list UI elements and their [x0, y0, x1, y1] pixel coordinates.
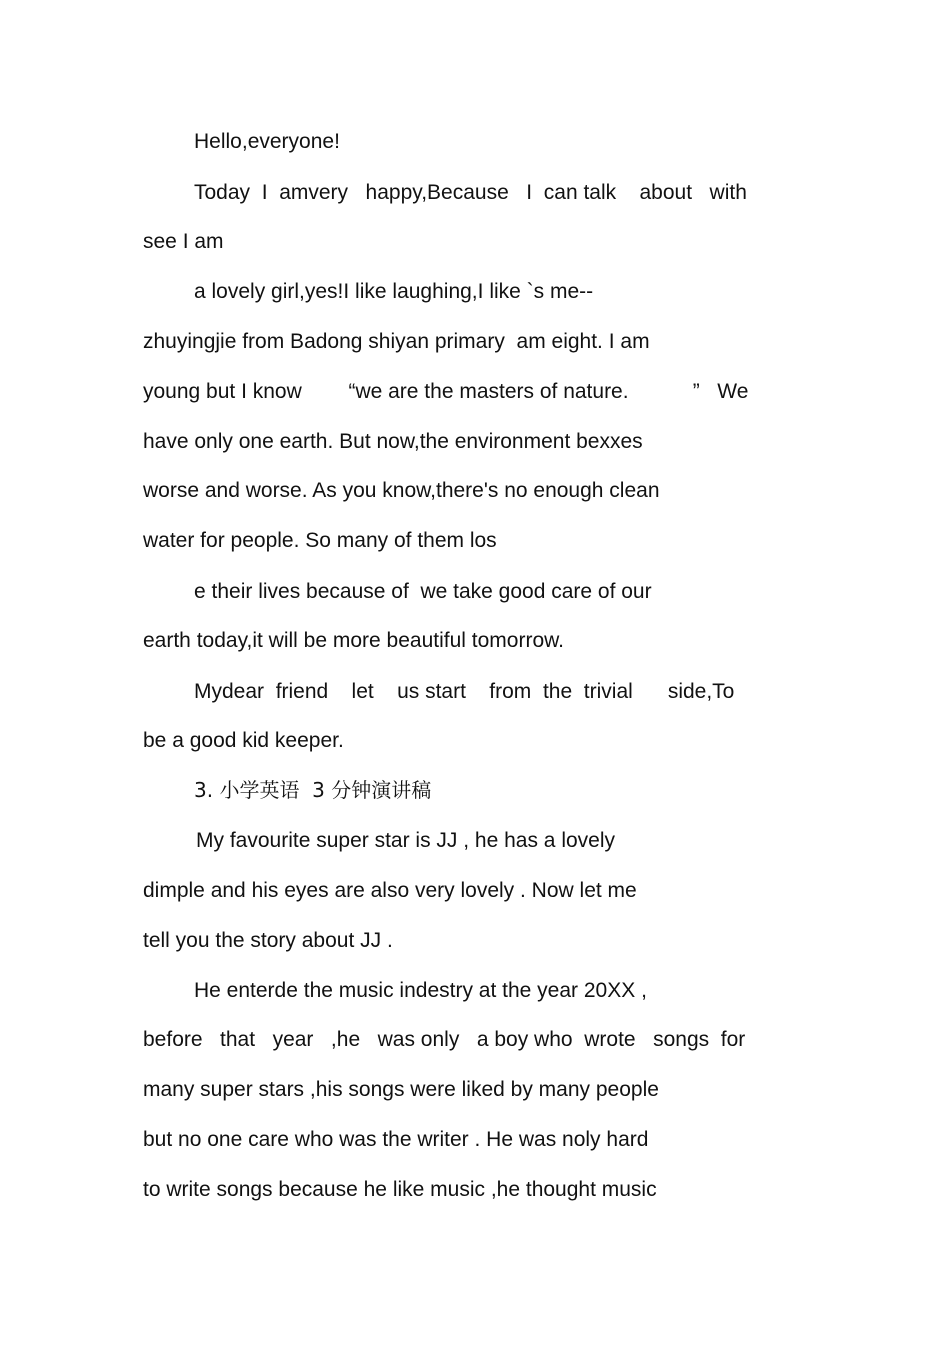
paragraph-line: see I am: [143, 230, 224, 253]
paragraph-line: have only one earth. But now,the environment bexxes: [143, 430, 643, 453]
paragraph-line: tell you the story about JJ .: [143, 929, 393, 952]
paragraph-line: My favourite super star is JJ , he has a lovely: [196, 829, 616, 852]
paragraph-line: e their lives because of we take good care of our: [194, 580, 652, 603]
paragraph-line: Today I amvery happy,Because I can talk about with: [194, 181, 747, 204]
paragraph-line: to write songs because he like music ,he thought music: [143, 1178, 657, 1201]
paragraph-line: earth today,it will be more beautiful tomorrow.: [143, 629, 564, 652]
paragraph-line: before that year ,he was only a boy who wrote songs for: [143, 1028, 746, 1051]
paragraph-line: Hello,everyone!: [194, 130, 340, 153]
paragraph-line: Mydear friend let us start from the trivial side,To: [194, 680, 735, 703]
paragraph-line: but no one care who was the writer . He was noly hard: [143, 1128, 649, 1151]
paragraph-line: young but I know “we are the masters of nature. ” We: [143, 380, 749, 403]
paragraph-line: zhuyingjie from Badong shiyan primary am eight. I am: [143, 330, 650, 353]
section-heading: 3. 小学英语 3 分钟演讲稿: [194, 778, 432, 802]
paragraph-line: dimple and his eyes are also very lovely . Now let me: [143, 879, 637, 902]
paragraph-line: worse and worse. As you know,there's no enough clean: [143, 479, 660, 502]
paragraph-line: a lovely girl,yes!I like laughing,I like `s me--: [194, 280, 594, 303]
paragraph-line: many super stars ,his songs were liked by many people: [143, 1078, 659, 1101]
paragraph-line: water for people. So many of them los: [143, 529, 497, 552]
paragraph-line: He enterde the music indestry at the year 20XX ,: [194, 979, 647, 1002]
paragraph-line: be a good kid keeper.: [143, 729, 344, 752]
